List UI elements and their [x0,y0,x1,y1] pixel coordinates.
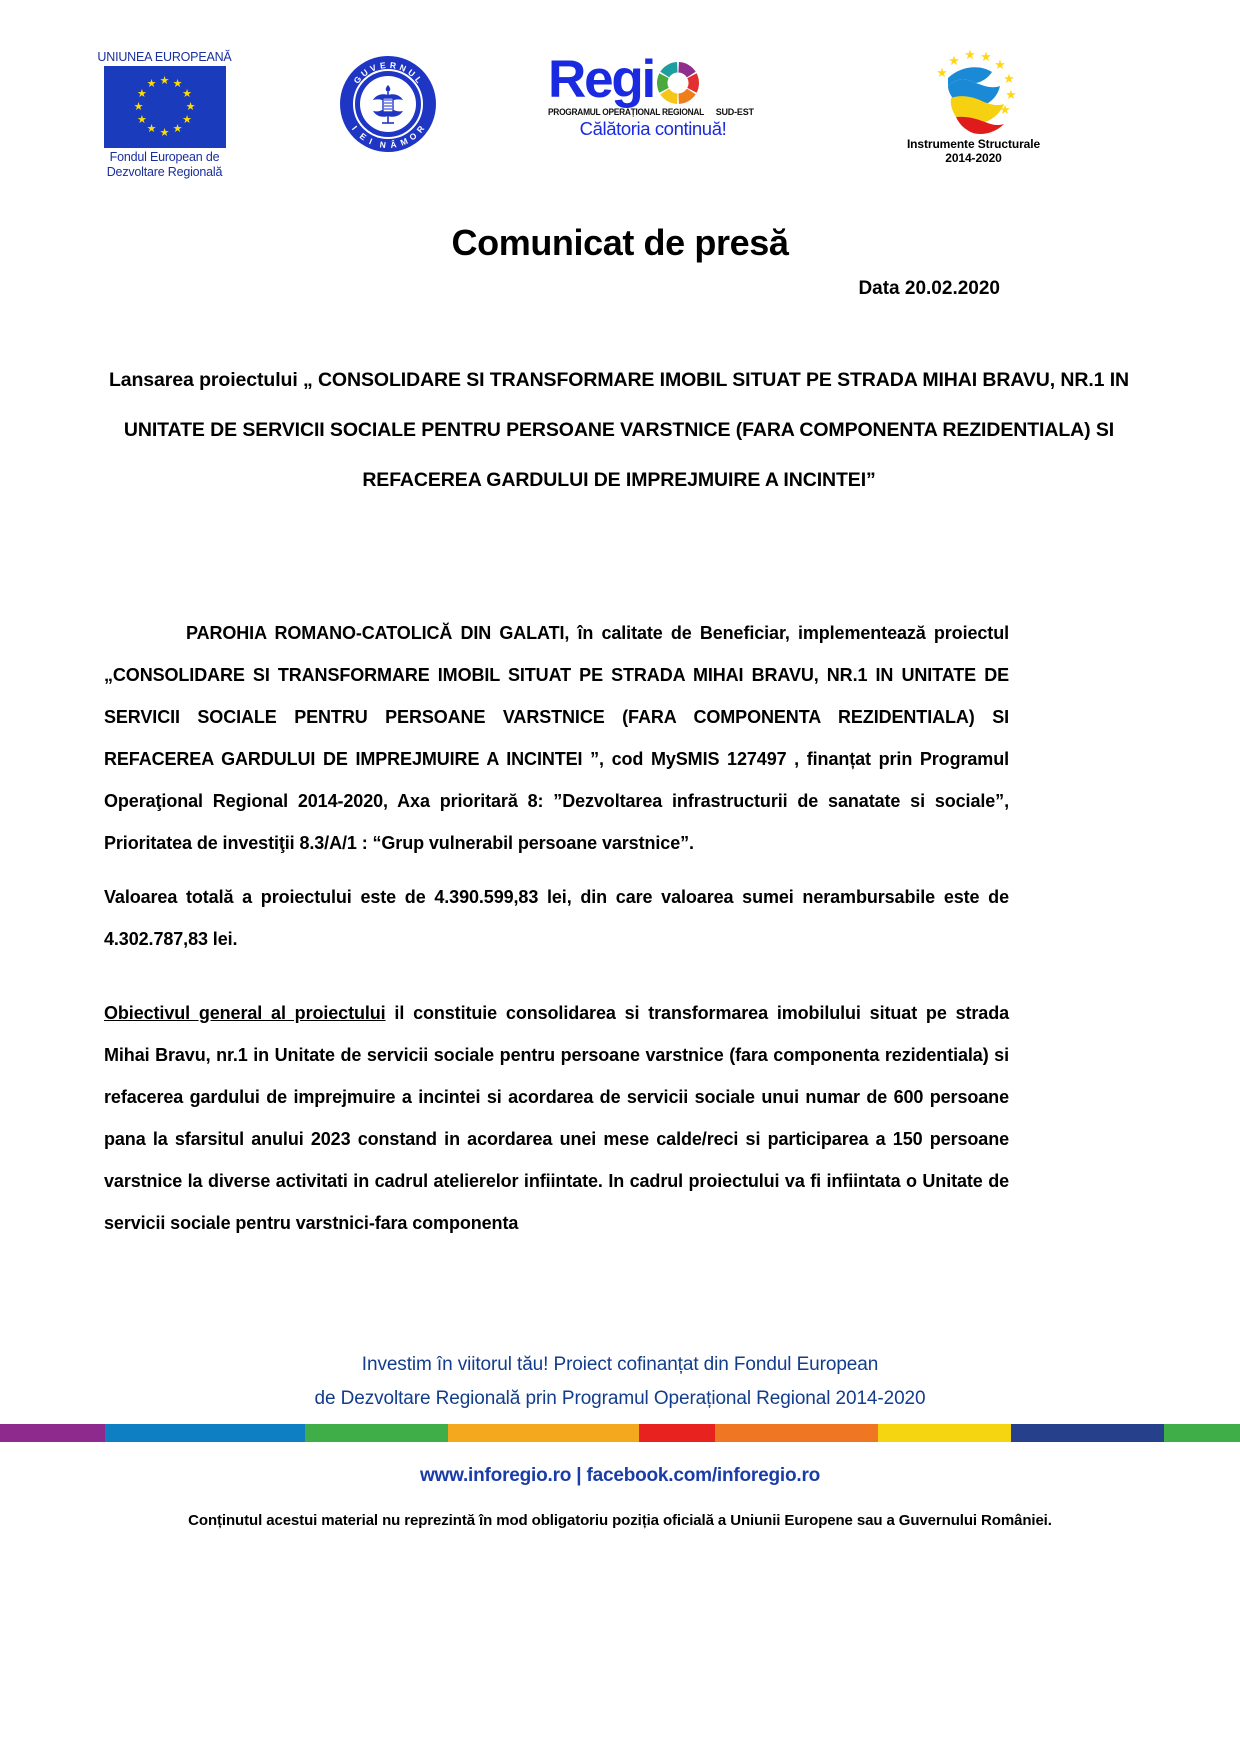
color-strip-segment [1164,1424,1240,1442]
color-strip-segment [639,1424,715,1442]
eu-star-icon: ★ [133,100,144,113]
color-strip-segment [305,1424,448,1442]
eu-logo-caption-line2: Dezvoltare Regională [106,165,223,180]
regio-program-label: PROGRAMUL OPERAȚIONAL REGIONAL [548,107,704,117]
regio-color-ring-icon [656,61,700,105]
eu-star-icon: ★ [137,113,147,126]
seal-inner-disc [360,76,416,132]
seal-ring-text [340,56,436,152]
regio-wordmark [548,50,788,109]
color-strip-segment [105,1424,305,1442]
seal-ring-letter: Â [389,139,398,151]
seal-ring-letter: M [398,135,410,148]
seal-ring-letter: G [351,74,364,86]
paragraph-spacer-2 [104,960,1009,992]
regio-region-label: SUD-EST [715,107,754,117]
seal-ring-letter: I [367,136,374,147]
paragraph-intro: PAROHIA ROMANO-CATOLICĂ DIN GALATI, în calitate de Beneficiar, implementează proiectul „CONSOLIDARE SI TRANSFORMARE IMOBIL SITUAT PE STRADA MIHAI BRAVU, NR.1 IN UNITATE DE SERVICII SOCIALE PENTRU PERSOANE VARSTNICE (FARA COMPONENTA REZIDENTIALA) SI REFACEREA GARDULUI DE IMPREJMUIRE A INCINTEI ”, cod MySMIS 127497 , finanțat prin Programul Operaţional Regional 2014-2020, Axa prioritară 8: ”Dezvoltarea infrastructurii de sanatate si sociale”, Prioritatea de investiţii 8.3/A/1 : “Grup vulnerabil persoane varstnice”. [104,623,1009,853]
document-body [104,612,1009,1244]
instrumente-structurale-logo [866,48,1081,165]
seal-ring-letter: L [412,74,425,85]
eu-star-icon: ★ [159,74,170,87]
paragraph-spacer-1 [104,864,1009,876]
regio-subtitle-row [548,107,754,117]
seal-ring-letter: R [414,123,427,135]
eu-star-icon: ★ [137,87,147,100]
government-seal-icon [340,56,436,152]
seal-ring-letter: R [389,59,397,71]
color-strip-segment [715,1424,877,1442]
romanian-government-seal-logo [340,56,436,152]
footer-tagline-line2: de Dezvoltare Regională prin Programul Operațional Regional 2014-2020 [314,1388,926,1409]
regio-logo [548,50,788,140]
paragraph-objective [104,992,1009,1244]
eu-logo-caption-line1: Fondul European de [109,150,220,165]
eu-flag-logo [97,50,232,180]
eu-star-icon: ★ [146,123,157,136]
seal-ring-letter: U [406,67,418,79]
eu-star-icon: ★ [146,78,157,91]
footer-tagline-line1: Investim în viitorul tău! Proiect cofinanțat din Fondul European [361,1354,879,1375]
seal-ring-letter: N [398,62,408,74]
header-logo-bar [0,38,1240,180]
eu-star-icon: ★ [182,113,192,126]
regio-ring-segment [679,89,696,104]
instrumente-caption-line1: Instrumente Structurale [906,137,1041,151]
document-date: Data 20.02.2020 [858,278,1000,299]
footer-tagline [0,1348,1240,1416]
color-strip-segment [0,1424,105,1442]
footer-disclaimer: Conținutul acestui material nu reprezintă în mod obligatoriu poziția oficială a Uniunii Europene sau a Guvernului României. [188,1512,1052,1529]
regio-ring-segment [657,73,669,92]
seal-ring-letter: E [357,130,369,143]
seal-ring-letter: U [359,67,370,79]
eagle-icon [368,82,408,126]
color-strip-segment [878,1424,1012,1442]
regio-ring-segment [660,62,677,77]
eu-star-icon: ★ [159,126,170,139]
page-title: Comunicat de presă [451,222,789,263]
footer-color-strip [0,1424,1240,1442]
regio-ring-segment [679,62,696,77]
regio-wordmark-text: Regi [548,50,655,109]
seal-ring-letter: E [379,60,387,71]
regio-tagline: Călătoria continuă! [579,118,727,139]
paragraph-values: Valoarea totală a proiectului este de 4.390.599,83 lei, din care valoarea sumei nerambursabile este de 4.302.787,83 lei. [104,887,1009,949]
eu-flag-icon [104,66,226,148]
structural-instruments-icon: ★ ★ ★ ★ ★ ★ ★ ★ [918,48,1030,136]
eu-star-icon: ★ [185,100,196,113]
footer-links[interactable]: www.inforegio.ro | facebook.com/inforegio.ro [419,1465,821,1486]
instrumente-caption-line2: 2014-2020 [945,151,1002,165]
project-title-heading: Lansarea proiectului „ CONSOLIDARE SI TRANSFORMARE IMOBIL SITUAT PE STRADA MIHAI BRAVU, NR.1 IN UNITATE DE SERVICII SOCIALE PENTRU PERSOANE VARSTNICE (FARA COMPONENTA REZIDENTIALA) SI REFACEREA GARDULUI DE IMPREJMUIRE A INCINTEI” [108,369,1130,491]
objective-body-text: il constituie consolidarea si transformarea imobilului situat pe strada Mihai Bravu, nr.1 in Unitate de servicii sociale pentru persoane varstnice (fara componenta rezidentiala) si refacerea gardului de imprejmuire a incintei si acordarea de servicii sociale unui numar de 600 persoane pana la sfarsitul anului 2023 constand in acordarea unei mese calde/reci si participarea a 150 persoane varstnice la diverse activitati in cadrul atelierelor infiintate. In cadrul proiectului va fi infiintata o Unitate de servicii sociale pentru varstnici-fara componenta [104,1003,1009,1233]
eu-logo-caption-top: UNIUNEA EUROPEANĂ [97,50,232,64]
objective-lead-label: Obiectivul general al proiectului [104,1003,386,1023]
color-strip-segment [448,1424,639,1442]
regio-ring-segment [687,73,699,92]
seal-ring-letter: O [407,130,419,143]
seal-ring-letter: N [379,139,387,151]
seal-ring-letter: I [349,123,360,132]
seal-ring-letter: V [368,62,378,74]
color-strip-segment [1011,1424,1164,1442]
eu-star-icon: ★ [172,78,183,91]
eu-star-icon: ★ [172,123,183,136]
eu-star-icon: ★ [182,87,192,100]
regio-ring-segment [660,89,677,104]
